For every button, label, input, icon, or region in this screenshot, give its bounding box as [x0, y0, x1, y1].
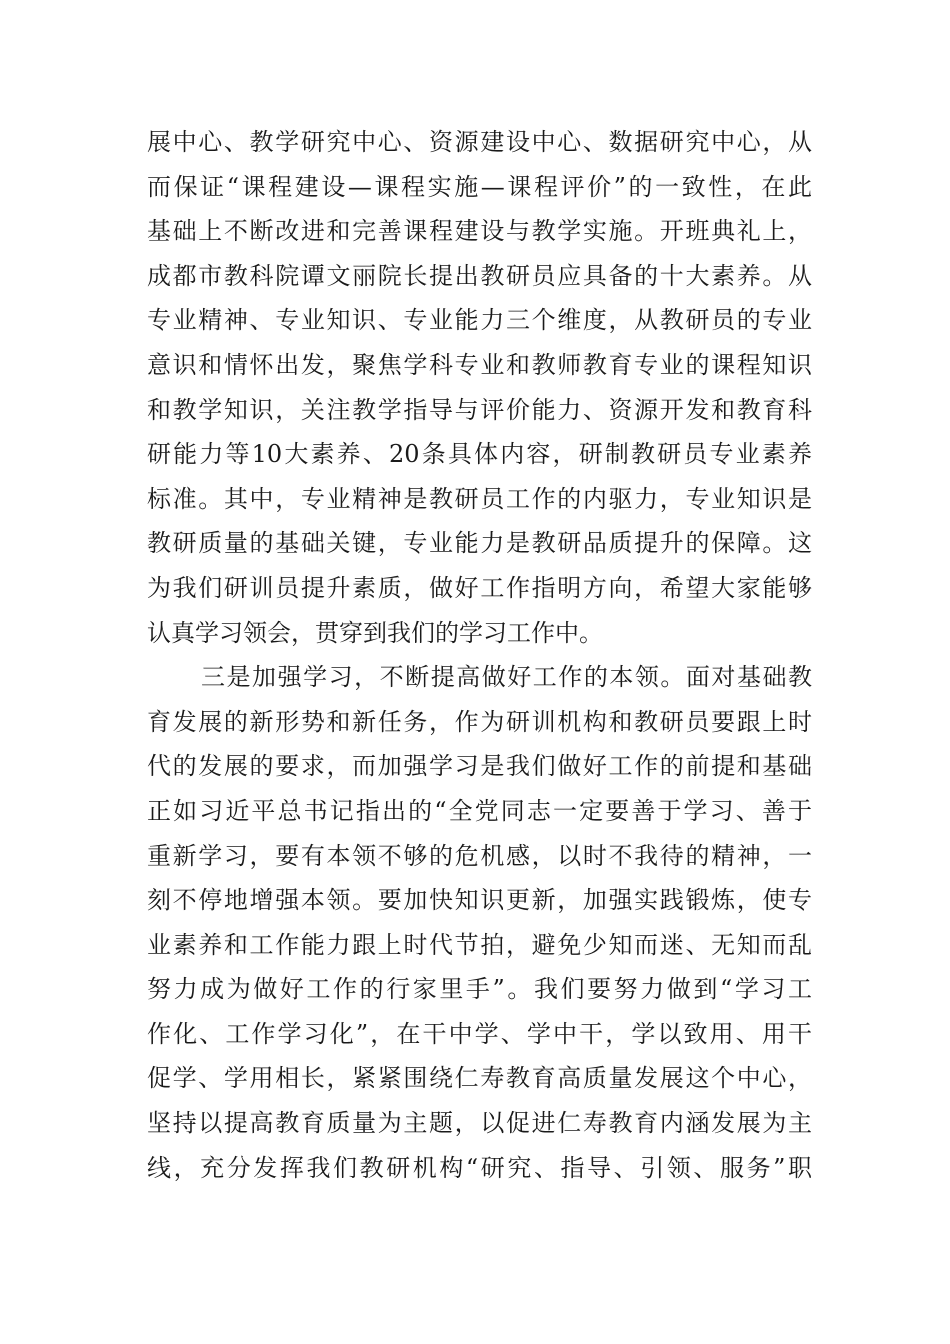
text-line: 为我们研训员提升素质，做好工作指明方向，希望大家能够 — [147, 573, 812, 602]
text-line: 努力成为做好工作的行家里手”。我们要努力做到“学习工 — [147, 975, 812, 1004]
text-line: 教研质量的基础关键，专业能力是教研品质提升的保障。这 — [147, 529, 812, 558]
text-line: 坚持以提高教育质量为主题，以促进仁寿教育内涵发展为主 — [147, 1109, 812, 1138]
text-line: 线，充分发挥我们教研机构“研究、指导、引领、服务”职 — [147, 1153, 812, 1182]
text-line: 业素养和工作能力跟上时代节拍，避免少知而迷、无知而乱 — [147, 930, 812, 959]
text-line: 育发展的新形势和新任务，作为研训机构和教研员要跟上时 — [147, 707, 812, 736]
text-line: 作化、工作学习化”，在干中学、学中干，学以致用、用干 — [147, 1019, 812, 1048]
text-line: 认真学习领会，贯穿到我们的学习工作中。 — [147, 618, 603, 647]
text-line: 正如习近平总书记指出的“全党同志一定要善于学习、善于 — [147, 796, 812, 825]
text-line: 研能力等10大素养、20条具体内容，研制教研员专业素养 — [147, 440, 812, 469]
text-line: 刻不停地增强本领。要加快知识更新，加强实践锻炼，使专 — [147, 886, 812, 915]
text-line: 基础上不断改进和完善课程建设与教学实施。开班典礼上， — [147, 217, 812, 246]
paragraph-start-line: 三是加强学习，不断提高做好工作的本领。面对基础教 — [201, 663, 812, 692]
body-text — [147, 120, 812, 1190]
text-line: 和教学知识，关注教学指导与评价能力、资源开发和教育科 — [147, 395, 812, 424]
text-line: 专业精神、专业知识、专业能力三个维度，从教研员的专业 — [147, 306, 812, 335]
text-line: 意识和情怀出发，聚焦学科专业和教师教育专业的课程知识 — [147, 350, 812, 379]
text-line: 标准。其中，专业精神是教研员工作的内驱力，专业知识是 — [147, 484, 812, 513]
text-line: 展中心、教学研究中心、资源建设中心、数据研究中心，从 — [147, 128, 812, 156]
text-line: 代的发展的要求，而加强学习是我们做好工作的前提和基础 — [147, 752, 812, 781]
text-line: 重新学习，要有本领不够的危机感，以时不我待的精神，一 — [147, 841, 812, 870]
text-line: 促学、学用相长，紧紧围绕仁寿教育高质量发展这个中心， — [147, 1064, 812, 1093]
text-line: 成都市教科院谭文丽院长提出教研员应具备的十大素养。从 — [147, 261, 812, 290]
text-line: 而保证“课程建设—课程实施—课程评价”的一致性，在此 — [147, 172, 812, 201]
